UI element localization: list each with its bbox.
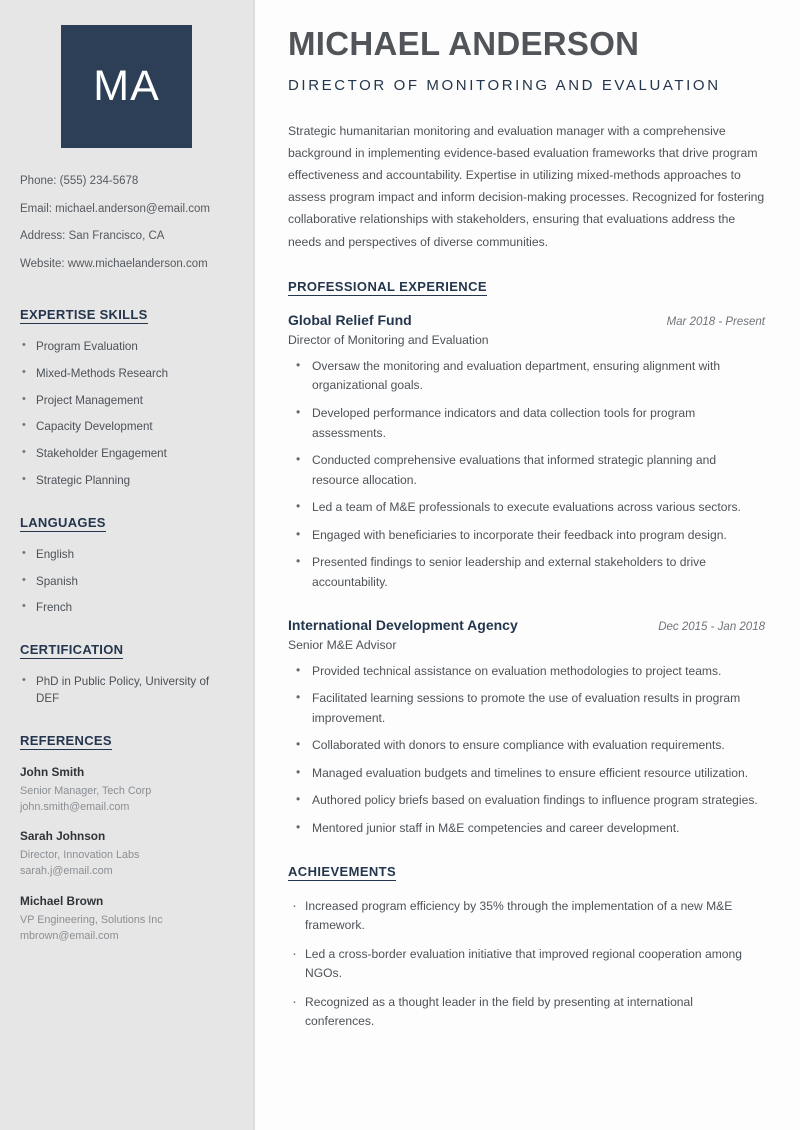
list-item: • Mixed-Methods Research — [20, 366, 233, 383]
list-item: • Authored policy briefs based on evaluation findings to influence program strategies. — [288, 791, 765, 811]
list-item: • Project Management — [20, 393, 233, 410]
list-item: • Collaborated with donors to ensure compliance with evaluation requirements. — [288, 736, 765, 756]
professional-summary: Strategic humanitarian monitoring and evaluation manager with a comprehensive background in implementing evidence-based evaluation frameworks that drive program effectiveness and accountability. Expertise in utilizing mixed-methods approaches to assess program impact and inform decision-making processes. Recognized for fostering collaborative relationships with stakeholders, ensuring that evaluations address the needs and perspectives of diverse communities. — [288, 123, 765, 249]
list-item: • Strategic Planning — [20, 473, 233, 490]
list-item: • Engaged with beneficiaries to incorporate their feedback into program design. — [288, 526, 765, 546]
reference-item — [20, 894, 233, 944]
reference-role: Senior Manager, Tech Corp — [20, 784, 152, 797]
page-title: MICHAEL ANDERSON — [288, 25, 640, 62]
experience-bullet-list — [288, 662, 765, 839]
experience-bullet-list — [288, 357, 765, 593]
achievements-section — [288, 863, 765, 1032]
expertise-skills-section — [20, 306, 233, 490]
reference-email: sarah.j@email.com — [20, 865, 113, 878]
experience-entry — [288, 312, 765, 593]
list-item: • English — [20, 547, 233, 564]
avatar: MA — [61, 25, 192, 148]
certification-section — [20, 641, 233, 708]
experience-entry-header — [288, 312, 765, 328]
certification-list — [20, 674, 233, 708]
expertise-skills-heading: EXPERTISE SKILLS — [20, 307, 148, 323]
reference-role: VP Engineering, Solutions Inc — [20, 913, 163, 926]
reference-item — [20, 829, 233, 879]
list-item: · Led a cross-border evaluation initiative that improved regional cooperation among NGOs. — [288, 945, 765, 984]
languages-list — [20, 547, 233, 617]
list-item: • Provided technical assistance on evaluation methodologies to project teams. — [288, 662, 765, 682]
contact-info-list — [20, 174, 233, 272]
experience-role: Director of Monitoring and Evaluation — [288, 332, 489, 347]
professional-experience-heading: PROFESSIONAL EXPERIENCE — [288, 278, 487, 294]
list-item: • Program Evaluation — [20, 339, 233, 356]
certification-heading: CERTIFICATION — [20, 642, 124, 658]
references-section — [20, 732, 233, 944]
reference-name: Michael Brown — [20, 893, 104, 908]
languages-heading: LANGUAGES — [20, 514, 106, 530]
list-item: • Mentored junior staff in M&E competencies and career development. — [288, 819, 765, 839]
list-item: • Facilitated learning sessions to promote the use of evaluation results in program improvement. — [288, 689, 765, 728]
reference-name: John Smith — [20, 764, 85, 779]
reference-role: Director, Innovation Labs — [20, 849, 140, 862]
experience-role: Senior M&E Advisor — [288, 637, 397, 652]
reference-email: mbrown@email.com — [20, 929, 119, 942]
expertise-skills-list — [20, 339, 233, 490]
list-item: • Led a team of M&E professionals to execute evaluations across various sectors. — [288, 498, 765, 518]
avatar-container — [20, 25, 233, 148]
sidebar — [0, 0, 255, 1130]
experience-dates: Dec 2015 - Jan 2018 — [658, 620, 765, 633]
list-item: • Oversaw the monitoring and evaluation department, ensuring alignment with organizational goals. — [288, 357, 765, 396]
achievements-list — [288, 897, 765, 1032]
achievements-heading: ACHIEVEMENTS — [288, 863, 397, 879]
list-item: • Conducted comprehensive evaluations that informed strategic planning and resource allocation. — [288, 451, 765, 490]
list-item: • Stakeholder Engagement — [20, 446, 233, 463]
list-item: • Managed evaluation budgets and timelines to ensure efficient resource utilization. — [288, 764, 765, 784]
experience-company: Global Relief Fund — [288, 311, 412, 328]
contact-email: Email: michael.anderson@email.com — [20, 202, 210, 215]
contact-phone: Phone: (555) 234-5678 — [20, 175, 139, 187]
list-item: · Recognized as a thought leader in the field by presenting at international conferences. — [288, 993, 765, 1032]
experience-entry — [288, 617, 765, 839]
experience-dates: Mar 2018 - Present — [666, 315, 765, 328]
references-heading: REFERENCES — [20, 732, 112, 748]
job-title-subtitle: DIRECTOR OF MONITORING AND EVALUATION — [288, 77, 721, 95]
list-item: • Presented findings to senior leadership and external stakeholders to drive accountability. — [288, 553, 765, 592]
contact-address: Address: San Francisco, CA — [20, 230, 165, 243]
list-item: • French — [20, 600, 233, 617]
list-item: • Developed performance indicators and data collection tools for program assessments. — [288, 404, 765, 443]
list-item: · Increased program efficiency by 35% through the implementation of a new M&E framework. — [288, 897, 765, 936]
list-item: • Spanish — [20, 574, 233, 591]
contact-website: Website: www.michaelanderson.com — [20, 257, 208, 270]
list-item: • PhD in Public Policy, University of DEF — [20, 674, 233, 708]
experience-company: International Development Agency — [288, 616, 518, 633]
languages-section — [20, 514, 233, 617]
main-content — [255, 0, 800, 1130]
professional-experience-section — [288, 278, 765, 839]
reference-name: Sarah Johnson — [20, 829, 106, 844]
reference-email: john.smith@email.com — [20, 801, 130, 814]
list-item: • Capacity Development — [20, 419, 233, 436]
experience-entry-header — [288, 617, 765, 633]
reference-item — [20, 765, 233, 815]
